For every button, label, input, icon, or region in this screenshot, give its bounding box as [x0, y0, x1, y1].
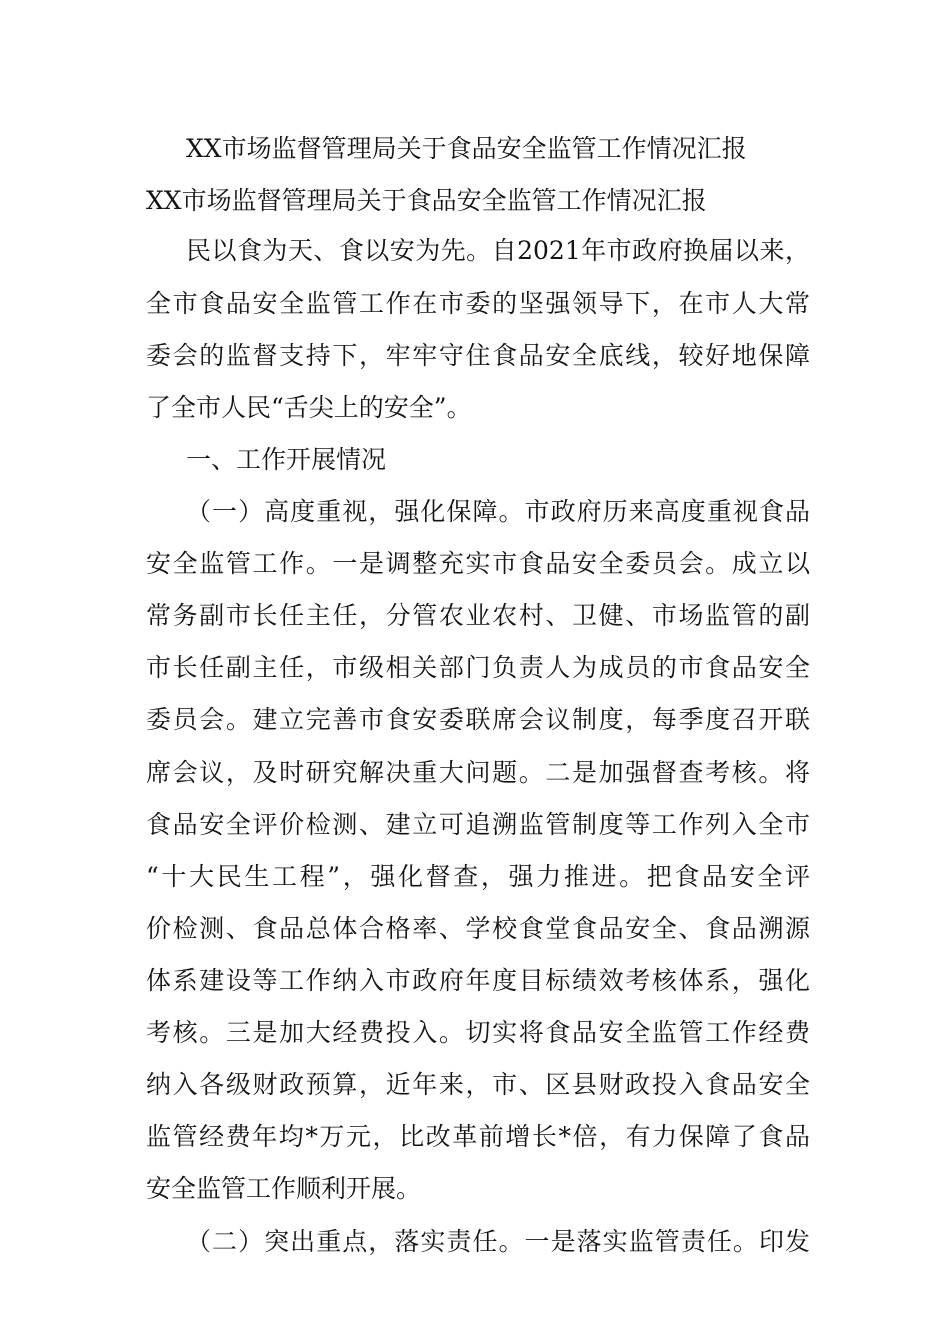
document-title: XX市场监督管理局关于食品安全监管工作情况汇报: [186, 134, 747, 163]
paragraph-1-line: “十大民生工程”，强化督查，强力推进。把食品安全评: [146, 862, 810, 891]
paragraph-1-line: 委员会。建立完善市食安委联席会议制度，每季度召开联: [146, 705, 810, 734]
paragraph-1-line: 安全监管工作顺利开展。: [146, 1174, 422, 1203]
paragraph-1-line: 安全监管工作。一是调整充实市食品安全委员会。成立以: [146, 549, 810, 578]
paragraph-1-line: 市长任副主任，市级相关部门负责人为成员的市食品安全: [146, 653, 810, 682]
paragraph-1-line: （一）高度重视，强化保障。市政府历来高度重视食品: [186, 497, 810, 526]
paragraph-1-line: 考核。三是加大经费投入。切实将食品安全监管工作经费: [146, 1018, 810, 1047]
paragraph-intro-line: 委会的监督支持下，牢牢守住食品安全底线，较好地保障: [146, 341, 810, 370]
paragraph-1-line: 价检测、食品总体合格率、学校食堂食品安全、食品溯源: [146, 914, 810, 943]
paragraph-1-line: 体系建设等工作纳入市政府年度目标绩效考核体系，强化: [146, 966, 810, 995]
paragraph-2-line: （二）突出重点，落实责任。一是落实监管责任。印发: [186, 1227, 810, 1256]
paragraph-1-line: 常务副市长任主任，分管农业农村、卫健、市场监管的副: [146, 601, 810, 630]
paragraph-1-line: 纳入各级财政预算，近年来，市、区县财政投入食品安全: [146, 1070, 810, 1099]
paragraph-1-line: 监管经费年均*万元，比改革前增长*倍，有力保障了食品: [146, 1122, 810, 1151]
document-subtitle: XX市场监督管理局关于食品安全监管工作情况汇报: [146, 186, 707, 215]
paragraph-intro-line: 全市食品安全监管工作在市委的坚强领导下，在市人大常: [146, 289, 810, 318]
paragraph-intro-line: 了全市人民“舌尖上的安全”。: [146, 393, 472, 422]
paragraph-intro-line: 民以食为天、食以安为先。自2021年市政府换届以来，: [186, 236, 810, 265]
paragraph-1-line: 食品安全评价检测、建立可追溯监管制度等工作列入全市: [146, 810, 810, 839]
section-heading: 一、工作开展情况: [186, 445, 387, 474]
paragraph-1-line: 席会议，及时研究解决重大问题。二是加强督查考核。将: [146, 758, 810, 787]
